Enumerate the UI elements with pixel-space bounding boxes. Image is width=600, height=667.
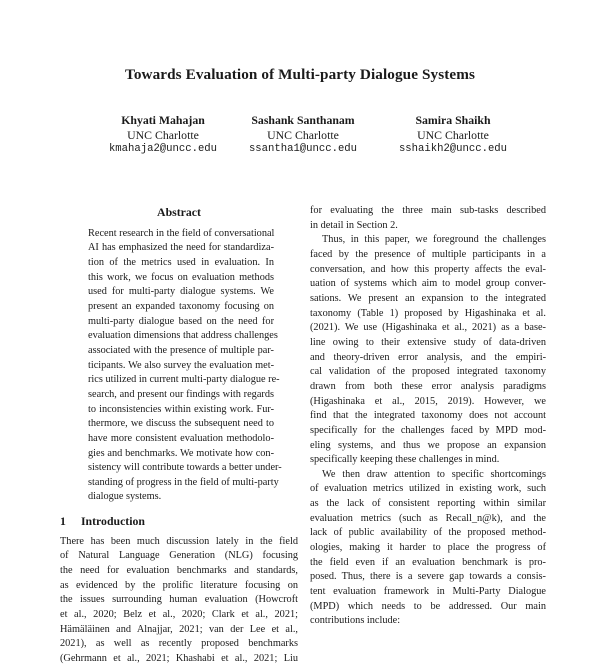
text-line: search, and present our findings with regards [88,388,274,400]
text-line: the field even if an evaluation benchmark is pro- [310,556,546,568]
author-block [223,113,383,157]
text-line: multi-party dialogue based on the need for [88,315,274,327]
text-line: et al., 2020; Belz et al., 2020; Clark et al., 2021; [60,609,298,621]
author-affiliation: UNC Charlotte [417,127,489,142]
author-affiliation: UNC Charlotte [267,127,339,142]
text-line: associated with the presence of multiple par- [88,344,274,356]
section-number: 1 [60,514,66,529]
text-line: tion of the metrics used in evaluation. In [88,256,274,268]
text-line: posed. Thus, there is a severe gap towards a consis- [310,571,546,583]
text-line: (Gehrmann et al., 2021; Khashabi et al., 2021; Liu [60,653,298,665]
text-line: faced by the presence of multiple participants in a [310,248,546,260]
text-line: We then draw attention to specific shortcomings [322,468,546,480]
text-line: contributions include: [310,615,401,627]
text-line: AI has emphasized the need for standardiza- [88,242,274,254]
author-block [373,113,533,157]
text-line: as evidenced by the prolific literature focusing on [60,579,298,591]
text-line: sistency will contribute towards a better under- [88,462,282,474]
paragraph-shortcomings [310,468,546,629]
text-line: Recent research in the field of conversational [88,227,275,239]
text-line: (Higashinaka et al., 2015, 2019). However, we [310,395,546,407]
text-line: specifically for the challenges faced by MPD mod- [310,424,546,436]
author-affiliation: UNC Charlotte [127,127,199,142]
author-block [83,113,243,157]
author-name: Samira Shaikh [415,113,491,127]
text-line: Hämäläinen and Alnajjar, 2021; van der Lee et al., [60,623,298,635]
text-line: eling systems, and thus we propose an expansion [310,439,546,451]
text-line: to inconsistencies within existing work. Fur- [88,403,274,415]
text-line: line owing to their extensive study of data-driven [310,336,546,348]
text-line: in detail in Section 2. [310,219,398,231]
text-line: find that the integrated taxonomy does not account [310,410,546,422]
author-email: ssantha1@uncc.edu [248,143,358,155]
author-name: Sashank Santhanam [251,113,355,127]
text-line: used for multi-party dialogue systems. We [88,286,274,298]
text-line: specifically keeping these challenges in mind. [310,454,500,466]
left-column [60,205,298,667]
introduction-paragraph [60,535,298,667]
text-line: and theory-driven error analysis, and the empiri- [310,351,546,363]
paragraph-continued [310,204,546,233]
right-column [310,204,546,629]
text-line: evaluation metrics (such as Recall_n@k), and the [310,512,546,524]
text-line: have more consistent evaluation methodolo- [88,432,274,444]
text-line: of Natural Language Generation (NLG) focusing [60,550,298,562]
text-line: 2021), as well as recently proposed benchmarks [60,638,298,650]
section-heading-introduction [60,514,298,529]
text-line: Thus, in this paper, we foreground the challenges [322,234,546,246]
text-line: gies and benchmarks. We motivate how con- [88,447,274,459]
text-line: this work, we focus on evaluation methods [88,271,274,283]
section-title: Introduction [80,514,145,529]
text-line: for evaluating the three main sub-tasks described [310,205,546,216]
paragraph-contributions-intro [310,233,546,468]
abstract-heading: Abstract [157,205,201,219]
text-line: dialogue systems. [88,491,162,503]
author-name: Khyati Mahajan [121,113,205,127]
text-line: standing of progress in the field of multi-party [88,476,279,488]
text-line: (MPD) which needs to be addressed. Our main [310,600,546,612]
text-line: the issues surrounding human evaluation (Howcroft [60,594,298,606]
text-line: ologies, making it harder to place the progress of [310,542,546,554]
text-line: evaluation dimensions that address challenges [88,330,278,342]
author-email: kmahaja2@uncc.edu [108,143,218,155]
paper-title: Towards Evaluation of Multi-party Dialogue Systems [125,66,475,83]
text-line: (2021). We use (Higashinaka et al., 2021) as a base- [310,322,546,334]
text-line: conversation, and how this property affects the eval- [310,263,546,275]
abstract-body [88,227,282,505]
text-line: uation of systems which aim to model group conver- [310,278,546,290]
text-line: ticipants. We also survey the evaluation met- [88,359,274,371]
text-line: as the lack of consistent reporting within similar [310,498,546,510]
text-line: cal validation of the proposed integrated taxonomy [310,366,546,378]
text-line: present an expanded taxonomy focusing on [88,300,274,312]
text-line: lack of public availability of the proposed method- [310,527,546,539]
text-line: taxonomy (Table 1) proposed by Higashinaka et al. [310,307,546,319]
text-line: sations. We present an expansion to the integrated [310,292,546,304]
text-line: the need for evaluation benchmarks and standards, [60,565,298,577]
author-email: sshaikh2@uncc.edu [398,143,508,155]
text-line: of evaluation metrics utilized in existing work, such [310,483,546,495]
text-line: tent evaluation framework in Multi-Party Dialogue [310,586,546,598]
text-line: rics utilized in current multi-party dialogue re- [88,374,280,386]
text-line: thermore, we discuss the subsequent need to [88,418,274,430]
text-line: There has been much discussion lately in the field [60,535,298,547]
text-line: drawn from both these error analysis paradigms [310,380,546,392]
